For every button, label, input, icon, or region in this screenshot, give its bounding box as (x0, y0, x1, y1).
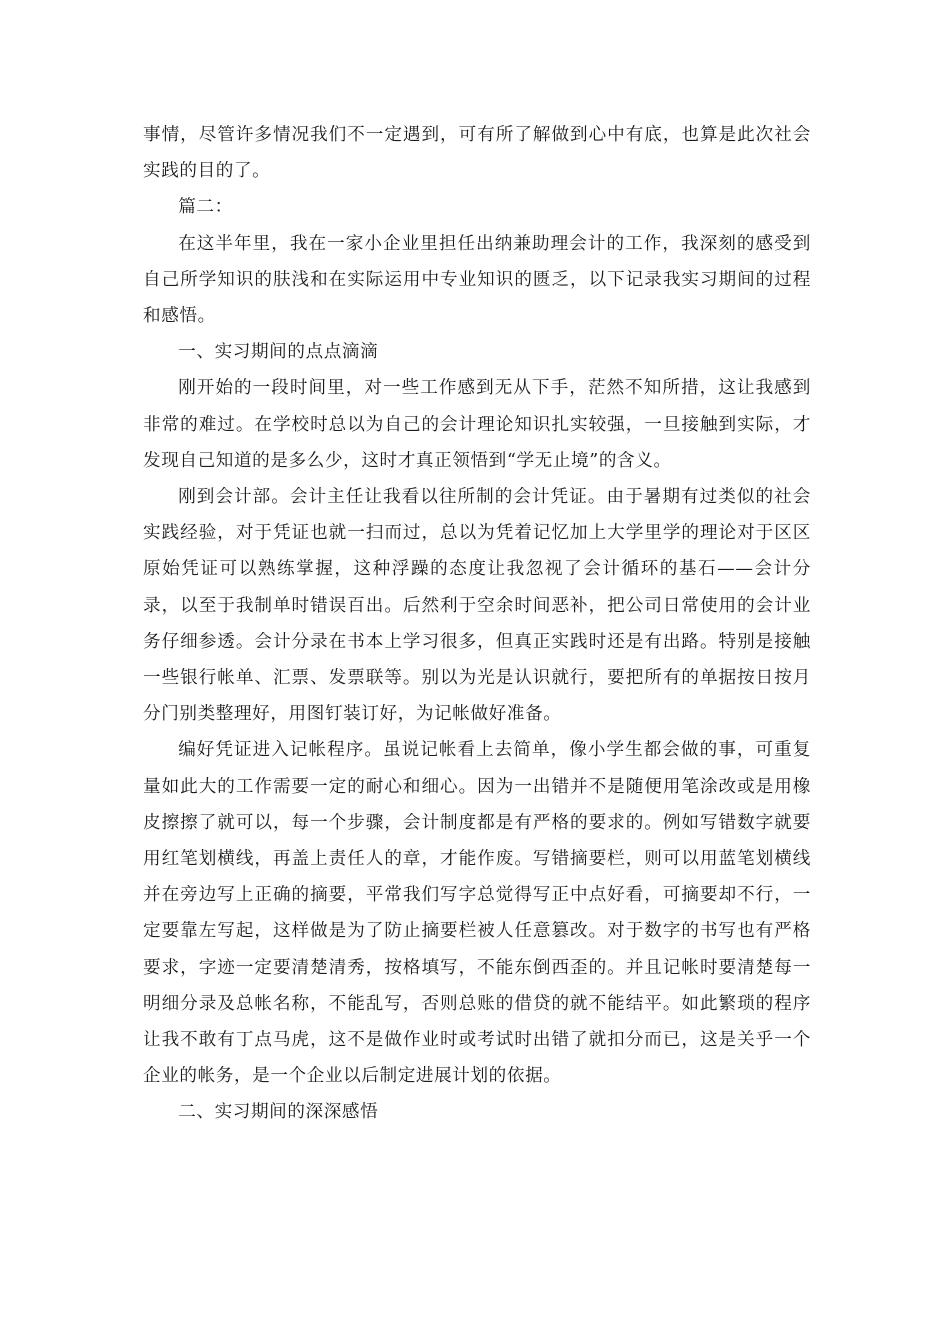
section-heading-part-two: 篇二： (178, 197, 233, 218)
section-heading-2: 二、实习期间的深深感悟 (178, 1102, 379, 1123)
paragraph-1: 事情，尽管许多情况我们不一定遇到，可有所了解做到心中有底，也算是此次社会实践的目的了。 (143, 125, 811, 182)
document-body (143, 117, 811, 1131)
paragraph-3: 刚到会计部。会计主任让我看以往所制的会计凭证。由于暑期有过类似的社会实践经验，对于凭证也就一扫而过，总以为凭着记忆加上大学里学的理论对于区区原始凭证可以熟练掌握，这种浮躁的态度让我忽视了会计循环的基石——会计分录，以至于我制单时错误百出。后然利于空余时间恶补，把公司日常使用的会计业务仔细参透。会计分录在书本上学习很多，但真正实践时还是有出路。特别是接触一些银行帐单、汇票、发票联等。别以为光是认识就行，要把所有的单据按日按月分门别类整理好，用图钉装订好，为记帐做好准备。 (143, 487, 811, 725)
section-heading-1: 一、实习期间的点点滴滴 (178, 342, 379, 363)
paragraph-2: 刚开始的一段时间里，对一些工作感到无从下手，茫然不知所措，这让我感到非常的难过。在学校时总以为自己的会计理论知识扎实较强，一旦接触到实际，才发现自己知道的是多么少，这时才真正领悟到“学无止境”的含义。 (143, 378, 811, 471)
paragraph-4: 编好凭证进入记帐程序。虽说记帐看上去简单，像小学生都会做的事，可重复量如此大的工作需要一定的耐心和细心。因为一出错并不是随便用笔涂改或是用橡皮擦擦了就可以，每一个步骤，会计制度都是有严格的要求的。例如写错数字就要用红笔划横线，再盖上责任人的章，才能作废。写错摘要栏，则可以用蓝笔划横线并在旁边写上正确的摘要，平常我们写字总觉得写正中点好看，可摘要却不行，一定要靠左写起，这样做是为了防止摘要栏被人任意篡改。对于数字的书写也有严格要求，字迹一定要清楚清秀，按格填写，不能东倒西歪的。并且记帐时要清楚每一明细分录及总帐名称，不能乱写，否则总账的借贷的就不能结平。如此繁琐的程序让我不敢有丁点马虎，这不是做作业时或考试时出错了就扣分而已，这是关乎一个企业的帐务，是一个企业以后制定进展计划的依据。 (143, 740, 811, 1087)
paragraph-intro: 在这半年里，我在一家小企业里担任出纳兼助理会计的工作，我深刻的感受到自己所学知识的肤浅和在实际运用中专业知识的匮乏，以下记录我实习期间的过程和感悟。 (143, 233, 811, 327)
